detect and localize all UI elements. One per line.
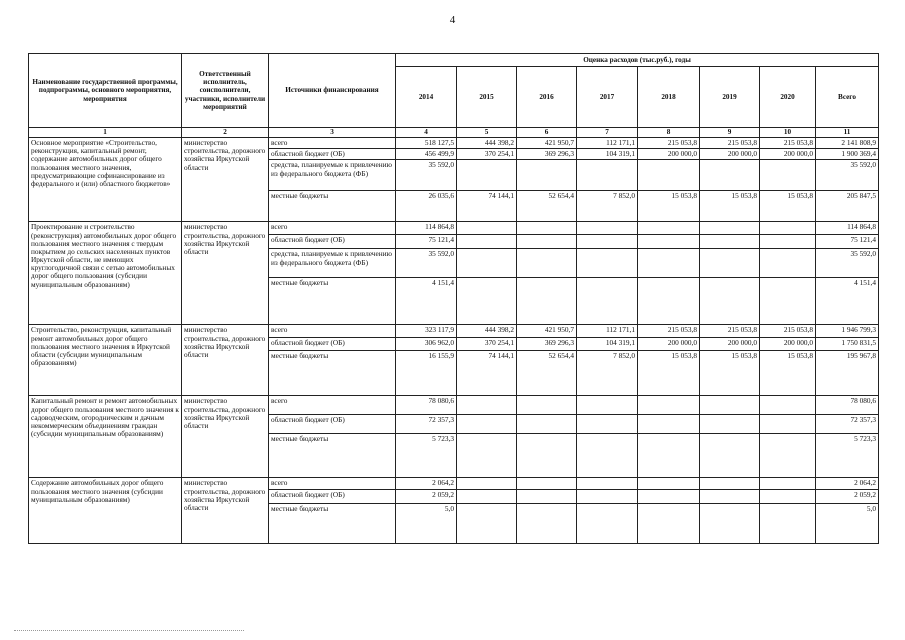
year-value-cell bbox=[517, 478, 577, 489]
year-value-cell bbox=[517, 503, 577, 543]
year-value-cell: 15 053,8 bbox=[638, 351, 700, 396]
total-value-cell: 5,0 bbox=[816, 503, 879, 543]
year-value-cell: 4 151,4 bbox=[396, 278, 457, 325]
funding-source-cell: областной бюджет (ОБ) bbox=[269, 235, 396, 249]
header-executor: Ответственный исполнитель, соисполнители, участники, исполнители мероприятий bbox=[182, 54, 269, 128]
year-value-cell: 323 117,9 bbox=[396, 325, 457, 338]
year-value-cell bbox=[760, 160, 816, 191]
total-value-cell: 35 592,0 bbox=[816, 160, 879, 191]
year-value-cell: 112 171,1 bbox=[577, 325, 638, 338]
year-value-cell: 200 000,0 bbox=[700, 149, 760, 160]
year-value-cell bbox=[700, 160, 760, 191]
year-value-cell: 215 053,8 bbox=[638, 138, 700, 149]
year-value-cell bbox=[577, 160, 638, 191]
header-year: 2016 bbox=[517, 67, 577, 128]
program-name-cell: Строительство, реконструкция, капитальный ремонт автомобильных дорог общего пользования местного значения в Иркутской области (субсидии муниципальным образованиям) bbox=[29, 325, 182, 396]
year-value-cell: 518 127,5 bbox=[396, 138, 457, 149]
column-number: 8 bbox=[638, 128, 700, 138]
year-value-cell: 74 144,1 bbox=[457, 191, 517, 222]
year-value-cell bbox=[700, 434, 760, 478]
year-value-cell: 26 035,6 bbox=[396, 191, 457, 222]
year-value-cell: 78 080,6 bbox=[396, 396, 457, 415]
year-value-cell: 7 852,0 bbox=[577, 351, 638, 396]
column-number: 9 bbox=[700, 128, 760, 138]
year-value-cell: 370 254,1 bbox=[457, 338, 517, 351]
total-value-cell: 78 080,6 bbox=[816, 396, 879, 415]
year-value-cell: 15 053,8 bbox=[760, 351, 816, 396]
year-value-cell bbox=[760, 222, 816, 235]
funding-source-cell: всего bbox=[269, 325, 396, 338]
year-value-cell bbox=[760, 415, 816, 434]
year-value-cell bbox=[517, 235, 577, 249]
funding-source-cell: всего bbox=[269, 396, 396, 415]
year-value-cell: 369 296,3 bbox=[517, 338, 577, 351]
year-value-cell bbox=[577, 222, 638, 235]
funding-source-cell: местные бюджеты bbox=[269, 191, 396, 222]
funding-source-cell: средства, планируемые к привлечению из федерального бюджета (ФБ) bbox=[269, 249, 396, 278]
column-number: 3 bbox=[269, 128, 396, 138]
year-value-cell bbox=[517, 396, 577, 415]
table-row bbox=[29, 325, 879, 338]
column-number: 1 bbox=[29, 128, 182, 138]
year-value-cell bbox=[760, 396, 816, 415]
funding-source-cell: всего bbox=[269, 222, 396, 235]
year-value-cell bbox=[760, 489, 816, 503]
year-value-cell: 5,0 bbox=[396, 503, 457, 543]
year-value-cell bbox=[700, 235, 760, 249]
executor-cell: министерство строительства, дорожного хозяйства Иркутской области bbox=[182, 222, 269, 325]
year-value-cell bbox=[517, 434, 577, 478]
column-number: 10 bbox=[760, 128, 816, 138]
header-year: 2019 bbox=[700, 67, 760, 128]
year-value-cell bbox=[638, 235, 700, 249]
year-value-cell bbox=[700, 478, 760, 489]
year-value-cell: 52 654,4 bbox=[517, 191, 577, 222]
year-value-cell: 104 319,1 bbox=[577, 149, 638, 160]
header-source: Источники финансирования bbox=[269, 54, 396, 128]
year-value-cell bbox=[457, 415, 517, 434]
year-value-cell: 75 121,4 bbox=[396, 235, 457, 249]
column-number: 11 bbox=[816, 128, 879, 138]
header-year: 2018 bbox=[638, 67, 700, 128]
total-value-cell: 195 967,8 bbox=[816, 351, 879, 396]
table-row bbox=[29, 396, 879, 415]
executor-cell: министерство строительства, дорожного хозяйства Иркутской области bbox=[182, 478, 269, 543]
year-value-cell bbox=[457, 489, 517, 503]
year-value-cell: 444 398,2 bbox=[457, 138, 517, 149]
executor-cell: министерство строительства, дорожного хозяйства Иркутской области bbox=[182, 396, 269, 478]
year-value-cell: 200 000,0 bbox=[638, 338, 700, 351]
column-number-row bbox=[29, 128, 879, 138]
page-number: 4 bbox=[449, 14, 456, 26]
year-value-cell: 15 053,8 bbox=[700, 191, 760, 222]
year-value-cell bbox=[457, 396, 517, 415]
column-number: 5 bbox=[457, 128, 517, 138]
year-value-cell: 200 000,0 bbox=[700, 338, 760, 351]
total-value-cell: 4 151,4 bbox=[816, 278, 879, 325]
year-value-cell: 200 000,0 bbox=[760, 149, 816, 160]
year-value-cell bbox=[638, 249, 700, 278]
column-number: 6 bbox=[517, 128, 577, 138]
year-value-cell bbox=[638, 503, 700, 543]
year-value-cell bbox=[638, 434, 700, 478]
funding-source-cell: местные бюджеты bbox=[269, 434, 396, 478]
total-value-cell: 72 357,3 bbox=[816, 415, 879, 434]
year-value-cell: 114 864,8 bbox=[396, 222, 457, 235]
funding-source-cell: всего bbox=[269, 138, 396, 149]
year-value-cell bbox=[577, 415, 638, 434]
year-value-cell bbox=[638, 489, 700, 503]
total-value-cell: 1 750 831,5 bbox=[816, 338, 879, 351]
funding-source-cell: всего bbox=[269, 478, 396, 489]
year-value-cell bbox=[577, 503, 638, 543]
year-value-cell: 200 000,0 bbox=[760, 338, 816, 351]
year-value-cell: 112 171,1 bbox=[577, 138, 638, 149]
year-value-cell bbox=[577, 235, 638, 249]
year-value-cell bbox=[700, 222, 760, 235]
year-value-cell: 74 144,1 bbox=[457, 351, 517, 396]
year-value-cell: 72 357,3 bbox=[396, 415, 457, 434]
header-program: Наименование государственной программы, подпрограммы, основного мероприятия, мероприятия bbox=[29, 54, 182, 128]
funding-source-cell: областной бюджет (ОБ) bbox=[269, 338, 396, 351]
total-value-cell: 2 064,2 bbox=[816, 478, 879, 489]
executor-cell: министерство строительства, дорожного хозяйства Иркутской области bbox=[182, 138, 269, 222]
year-value-cell bbox=[457, 278, 517, 325]
year-value-cell bbox=[638, 415, 700, 434]
table-row bbox=[29, 478, 879, 489]
year-value-cell: 306 962,0 bbox=[396, 338, 457, 351]
year-value-cell: 215 053,8 bbox=[760, 325, 816, 338]
year-value-cell bbox=[760, 278, 816, 325]
year-value-cell: 2 059,2 bbox=[396, 489, 457, 503]
table-row bbox=[29, 138, 879, 149]
year-value-cell: 15 053,8 bbox=[638, 191, 700, 222]
total-value-cell: 75 121,4 bbox=[816, 235, 879, 249]
executor-cell: министерство строительства, дорожного хозяйства Иркутской области bbox=[182, 325, 269, 396]
year-value-cell bbox=[577, 434, 638, 478]
column-number: 7 bbox=[577, 128, 638, 138]
year-value-cell bbox=[577, 396, 638, 415]
year-value-cell bbox=[700, 415, 760, 434]
year-value-cell bbox=[457, 434, 517, 478]
year-value-cell: 444 398,2 bbox=[457, 325, 517, 338]
year-value-cell bbox=[517, 415, 577, 434]
program-name-cell: Основное мероприятие «Строительство, реконструкция, капитальный ремонт, содержание автомобильных дорог общего пользования местного значения, предусматривающие софинансирование из федерального и (или) областного бюджетов» bbox=[29, 138, 182, 222]
year-value-cell: 35 592,0 bbox=[396, 249, 457, 278]
year-value-cell bbox=[638, 478, 700, 489]
column-number: 4 bbox=[396, 128, 457, 138]
table-body bbox=[29, 138, 879, 544]
year-value-cell: 16 155,9 bbox=[396, 351, 457, 396]
total-value-cell: 35 592,0 bbox=[816, 249, 879, 278]
header-year: 2014 bbox=[396, 67, 457, 128]
year-value-cell bbox=[760, 434, 816, 478]
year-value-cell bbox=[760, 503, 816, 543]
year-value-cell bbox=[577, 278, 638, 325]
total-value-cell: 5 723,3 bbox=[816, 434, 879, 478]
year-value-cell: 215 053,8 bbox=[760, 138, 816, 149]
year-value-cell: 15 053,8 bbox=[760, 191, 816, 222]
year-value-cell bbox=[700, 503, 760, 543]
year-value-cell bbox=[517, 160, 577, 191]
year-value-cell bbox=[517, 278, 577, 325]
year-value-cell bbox=[700, 249, 760, 278]
table-row bbox=[29, 222, 879, 235]
total-value-cell: 1 946 799,3 bbox=[816, 325, 879, 338]
year-value-cell bbox=[638, 222, 700, 235]
year-value-cell bbox=[577, 489, 638, 503]
funding-source-cell: областной бюджет (ОБ) bbox=[269, 149, 396, 160]
year-value-cell bbox=[638, 396, 700, 415]
year-value-cell bbox=[700, 278, 760, 325]
year-value-cell bbox=[457, 235, 517, 249]
funding-source-cell: местные бюджеты bbox=[269, 351, 396, 396]
program-name-cell: Проектирование и строительство (реконструкция) автомобильных дорог общего пользования местного значения с твердым покрытием до сельских населенных пунктов Иркутской области, не имеющих круглогодичной связи с сетью автомобильных дорог общего пользования (субсидии муниципальным образованиям) bbox=[29, 222, 182, 325]
year-value-cell: 52 654,4 bbox=[517, 351, 577, 396]
year-value-cell bbox=[517, 489, 577, 503]
total-value-cell: 2 059,2 bbox=[816, 489, 879, 503]
total-value-cell: 1 900 369,4 bbox=[816, 149, 879, 160]
year-value-cell bbox=[638, 278, 700, 325]
funding-source-cell: средства, планируемые к привлечению из федерального бюджета (ФБ) bbox=[269, 160, 396, 191]
year-value-cell bbox=[760, 478, 816, 489]
year-value-cell: 5 723,3 bbox=[396, 434, 457, 478]
year-value-cell: 421 950,7 bbox=[517, 138, 577, 149]
year-value-cell: 456 499,9 bbox=[396, 149, 457, 160]
total-value-cell: 2 141 808,9 bbox=[816, 138, 879, 149]
year-value-cell bbox=[457, 222, 517, 235]
year-value-cell: 104 319,1 bbox=[577, 338, 638, 351]
year-value-cell: 421 950,7 bbox=[517, 325, 577, 338]
year-value-cell: 215 053,8 bbox=[638, 325, 700, 338]
year-value-cell bbox=[457, 503, 517, 543]
program-name-cell: Содержание автомобильных дорог общего пользования местного значения (субсидии муниципальным образованиям) bbox=[29, 478, 182, 543]
year-value-cell bbox=[700, 396, 760, 415]
funding-source-cell: областной бюджет (ОБ) bbox=[269, 415, 396, 434]
column-number: 2 bbox=[182, 128, 269, 138]
header-total: Всего bbox=[816, 67, 879, 128]
year-value-cell: 7 852,0 bbox=[577, 191, 638, 222]
year-value-cell bbox=[700, 489, 760, 503]
year-value-cell: 215 053,8 bbox=[700, 138, 760, 149]
header-year: 2020 bbox=[760, 67, 816, 128]
year-value-cell bbox=[517, 222, 577, 235]
year-value-cell bbox=[577, 249, 638, 278]
budget-table bbox=[28, 53, 879, 544]
page-edge-mark bbox=[14, 630, 244, 631]
total-value-cell: 205 847,5 bbox=[816, 191, 879, 222]
year-value-cell: 215 053,8 bbox=[700, 325, 760, 338]
funding-source-cell: местные бюджеты bbox=[269, 278, 396, 325]
funding-source-cell: местные бюджеты bbox=[269, 503, 396, 543]
year-value-cell bbox=[457, 478, 517, 489]
header-year: 2015 bbox=[457, 67, 517, 128]
year-value-cell bbox=[457, 160, 517, 191]
year-value-cell: 2 064,2 bbox=[396, 478, 457, 489]
year-value-cell: 35 592,0 bbox=[396, 160, 457, 191]
year-value-cell bbox=[760, 235, 816, 249]
program-name-cell: Капитальный ремонт и ремонт автомобильных дорог общего пользования местного значения к садоводческим, огородническим и дачным некоммерческим объединениям граждан (субсидии муниципальным образованиям) bbox=[29, 396, 182, 478]
year-value-cell: 200 000,0 bbox=[638, 149, 700, 160]
year-value-cell: 369 296,3 bbox=[517, 149, 577, 160]
year-value-cell bbox=[457, 249, 517, 278]
funding-source-cell: областной бюджет (ОБ) bbox=[269, 489, 396, 503]
header-estimate: Оценка расходов (тыс.руб.), годы bbox=[396, 54, 879, 67]
year-value-cell: 370 254,1 bbox=[457, 149, 517, 160]
header-year: 2017 bbox=[577, 67, 638, 128]
year-value-cell: 15 053,8 bbox=[700, 351, 760, 396]
year-value-cell bbox=[517, 249, 577, 278]
year-value-cell bbox=[577, 478, 638, 489]
year-value-cell bbox=[638, 160, 700, 191]
year-value-cell bbox=[760, 249, 816, 278]
total-value-cell: 114 864,8 bbox=[816, 222, 879, 235]
